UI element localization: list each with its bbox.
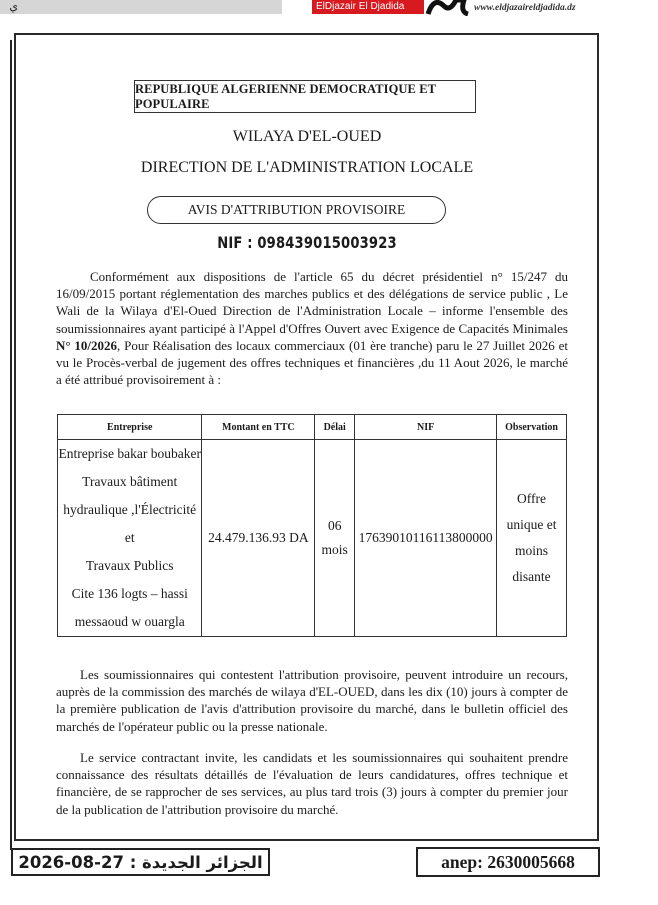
header-entreprise: Entreprise <box>58 415 202 440</box>
masthead-left-strip <box>0 0 282 14</box>
masthead-left-fragment: ي <box>9 0 18 13</box>
table-row <box>58 440 567 637</box>
observation-line: moins <box>515 543 549 558</box>
entreprise-line: Cite 136 logts – hassi <box>71 586 188 601</box>
publication-date: الجزائر الجديدة : 27-08-2026 <box>11 848 270 876</box>
republic-heading: REPUBLIQUE ALGERIENNE DEMOCRATIQUE ET POPULAIRE <box>134 80 476 113</box>
delai-line: mois <box>321 542 348 557</box>
wilaya-heading: WILAYA D'EL-OUED <box>232 128 382 145</box>
observation-line: unique et <box>506 517 557 532</box>
nif-title: NIF : 098439015003923 <box>217 233 397 252</box>
consultation-paragraph: Le service contractant invite, les candidats et les soumissionnaires qui souhaitent prendre connaissance des résultats détaillés de l'évaluation de leurs candidatures, offres technique et financière, de se rapprocher de ses services, au plus tard trois (3) jours à compter du premier jour de la publication de l'attribution provisoire du marché. <box>56 750 568 817</box>
observation-line: Offre <box>517 491 547 506</box>
entreprise-line: Entreprise bakar boubaker <box>58 446 201 461</box>
observation-line: disante <box>512 569 551 584</box>
table-header-row <box>58 415 567 440</box>
header-nif: NIF <box>355 415 497 440</box>
cell-observation <box>497 440 567 637</box>
header-delai: Délai <box>315 415 355 440</box>
cell-entreprise <box>58 440 202 637</box>
entreprise-line: Travaux Publics <box>85 558 174 573</box>
cell-delai <box>315 440 355 637</box>
avis-title: AVIS D'ATTRIBUTION PROVISOIRE <box>147 196 446 224</box>
recourse-paragraph: Les soumissionnaires qui contestent l'attribution provisoire, peuvent introduire un recours, auprès de la commission des marchés de wilaya d'EL-OUED, dans les dix (10) jours à compter de la première publication de l'avis d'attribution provisoire du marché, dans le bulletin officiel des marchés de l'opérateur public ou la presse nationale. <box>56 667 568 734</box>
entreprise-line: Travaux bâtiment <box>82 474 178 489</box>
newspaper-url: www.eldjazaireldjadida.dz <box>474 3 576 13</box>
entreprise-line: messaoud w ouargla <box>74 614 185 629</box>
newspaper-logo-label: ElDjazair El Djadida <box>312 0 424 14</box>
cell-montant: 24.479.136.93 DA <box>202 440 315 637</box>
intro-text-start: Conformément aux dispositions de l'article 65 du décret présidentiel n° 15/247 du 16/09/2015 portant réglementation des marches publics et des délégations de service public , Le Wali de la Wilaya d'El-Oued Direction de l'Administration Locale – informe l'ensemble des soumissionnaires ayant participé à l'Appel d'Offres Ouvert avec Exigence de Capacités Minimales <box>56 269 568 336</box>
newspaper-logo-icon <box>424 0 470 16</box>
header-montant: Montant en TTC <box>202 415 315 440</box>
cell-nif: 17639010116113800000 <box>355 440 497 637</box>
anep-reference: anep: 2630005668 <box>416 847 600 877</box>
award-table <box>57 414 567 637</box>
tender-number: N° 10/2026 <box>56 337 118 353</box>
delai-line: 06 <box>327 518 342 533</box>
entreprise-line: hydraulique ,l'Électricité et <box>63 502 197 545</box>
direction-heading: DIRECTION DE L'ADMINISTRATION LOCALE <box>140 159 474 176</box>
intro-text-end: , Pour Réalisation des locaux commerciaux (01 ère tranche) paru le 27 Juillet 2026 et vu le Procès-verbal de jugement des offres techniques et financières ,du 11 Aout 2026, le marché a été attribué provisoirement à : <box>56 337 568 388</box>
header-observation: Observation <box>497 415 567 440</box>
intro-paragraph <box>56 268 568 388</box>
